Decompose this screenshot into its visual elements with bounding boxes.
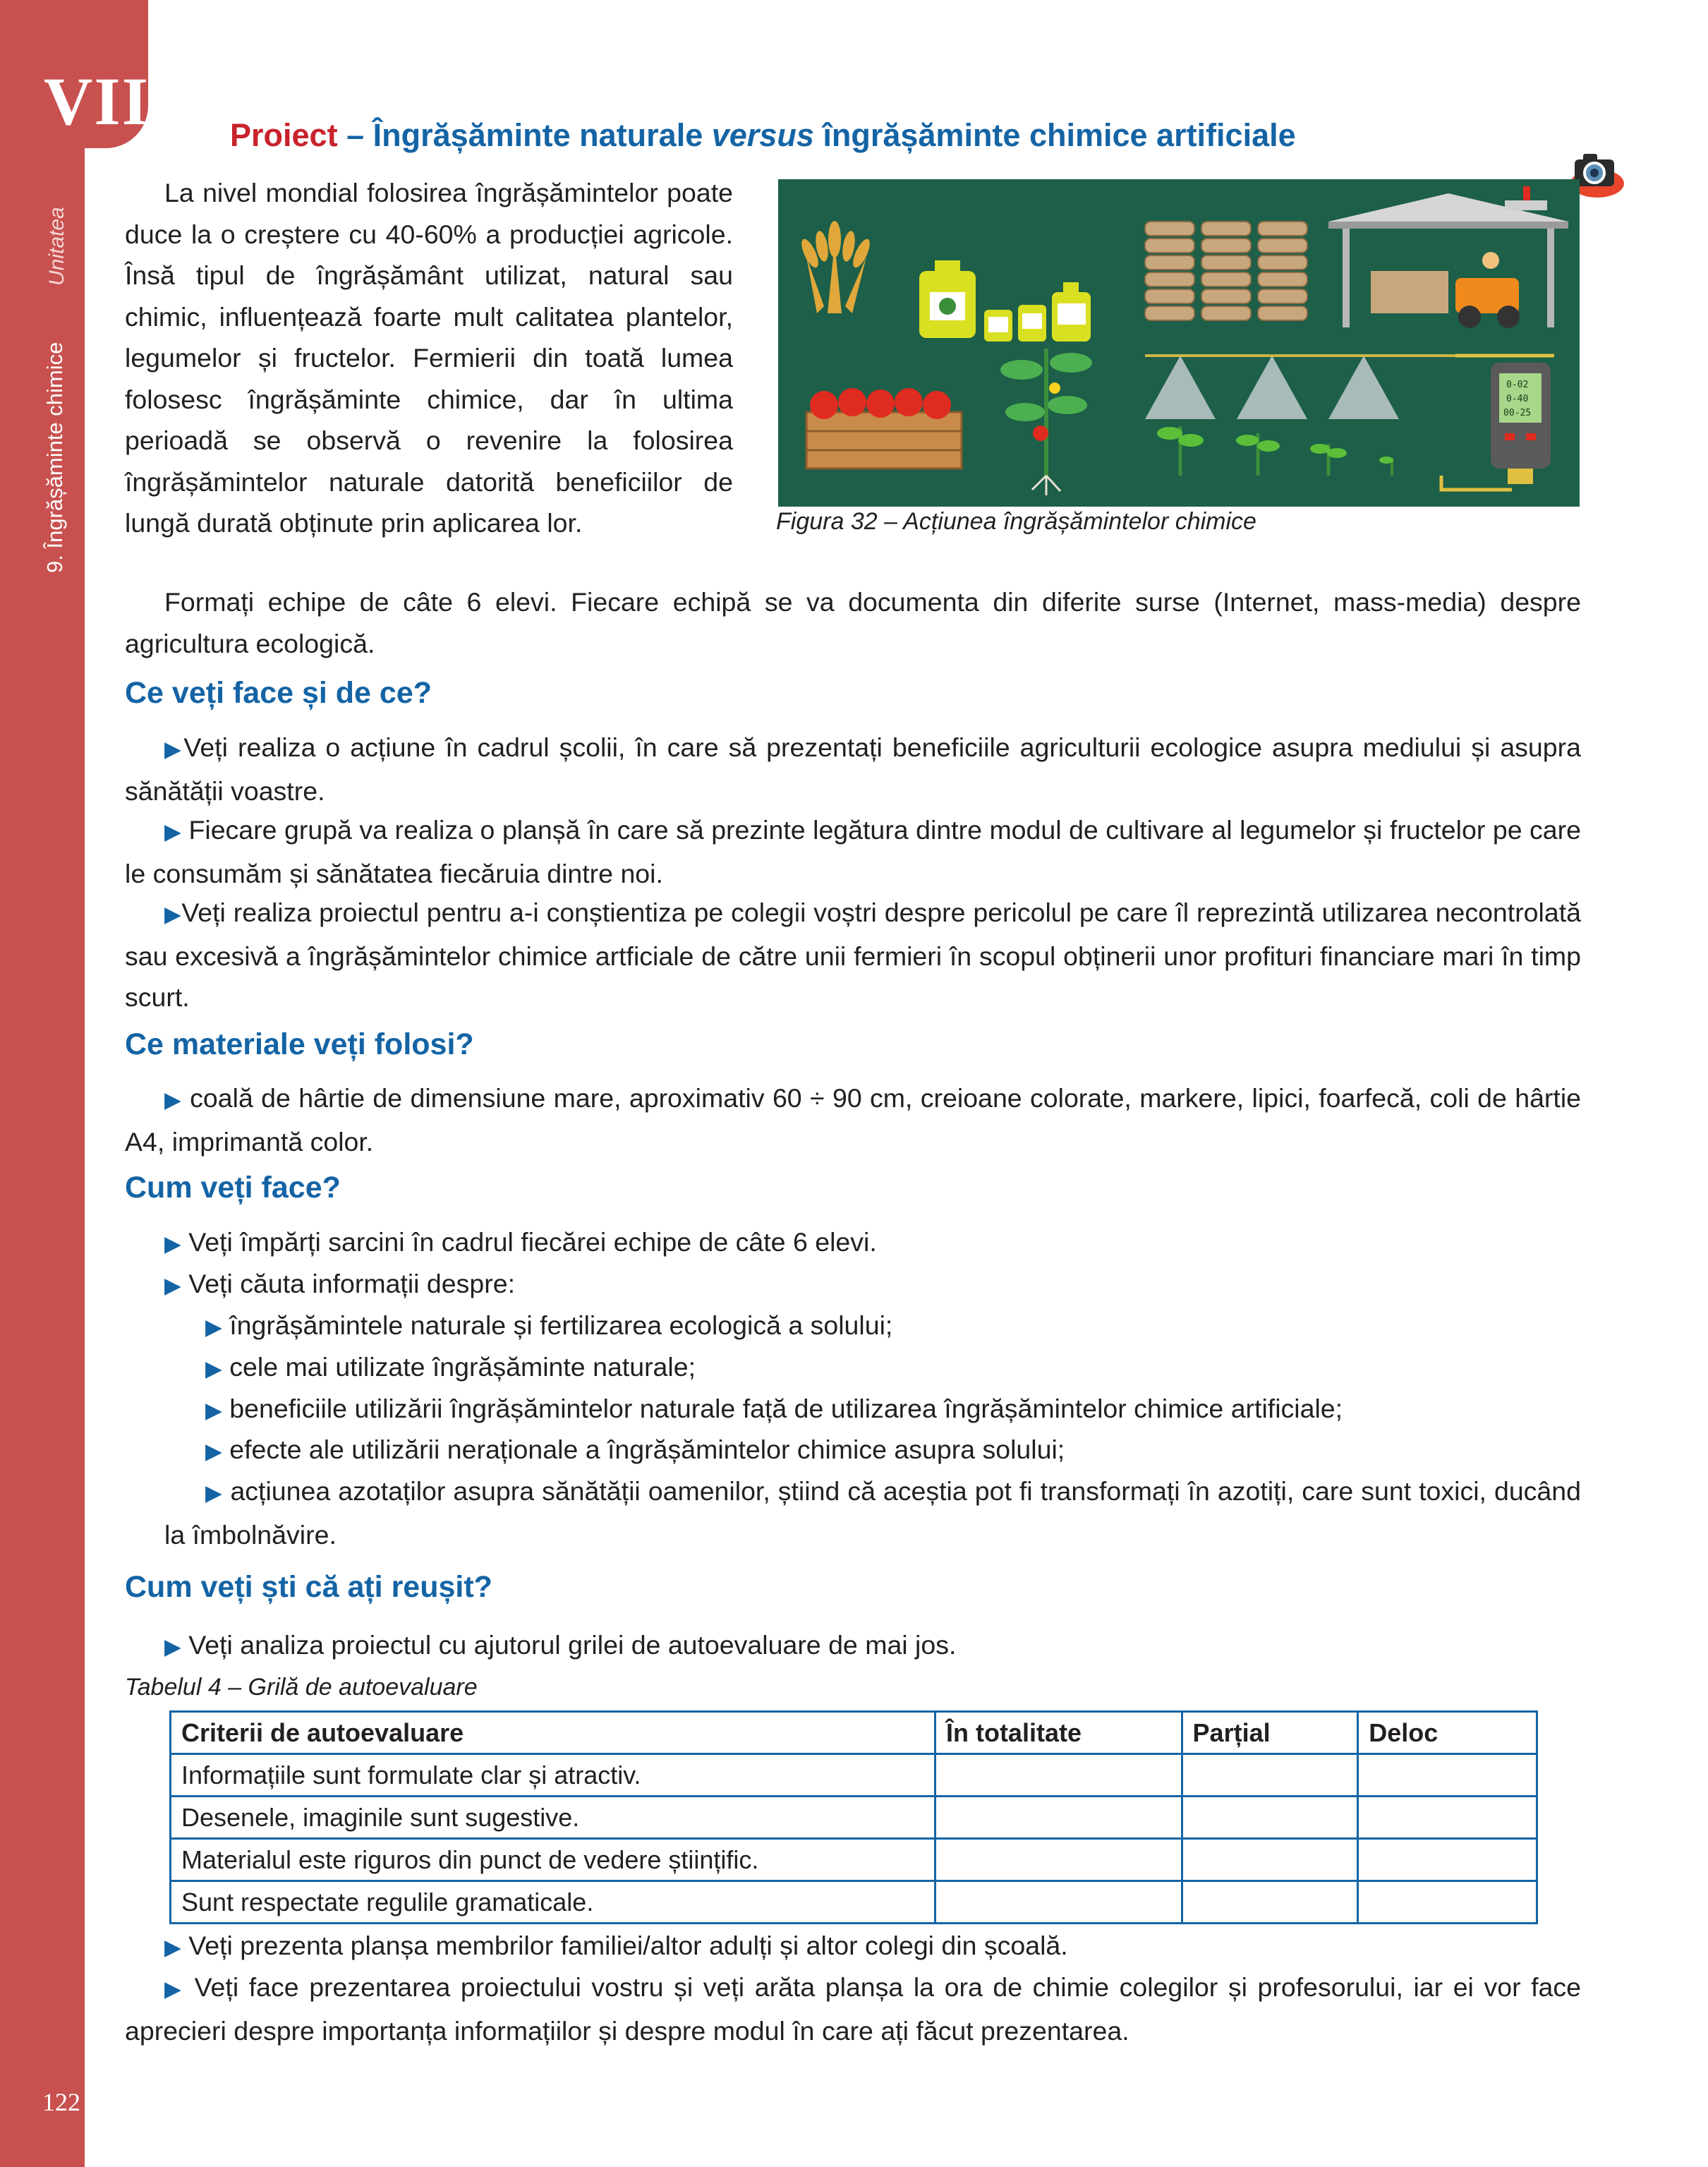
water-timer-icon xyxy=(1491,186,1551,484)
chapter-label: 9. Îngrășăminte chimice xyxy=(42,342,67,573)
table-header: În totalitate xyxy=(935,1712,1182,1754)
self-evaluation-table xyxy=(169,1710,1538,1924)
bullet-item: ▶ Veți împărți sarcini în cadrul fiecărei echipe de câte 6 elevi. xyxy=(164,1227,877,1257)
bullet-arrow-icon: ▶ xyxy=(205,1439,222,1463)
timer-readout-1: 0-02 xyxy=(1506,380,1529,390)
empty-cell[interactable] xyxy=(935,1754,1182,1797)
empty-cell[interactable] xyxy=(1358,1797,1537,1839)
bullet-item: ▶Veți realiza o acțiune în cadrul școlii, în care să prezentați beneficiile agriculturii ecologice asupra mediului și asupra sănătății voastre. xyxy=(125,732,1581,806)
seedlings-icon xyxy=(1157,426,1393,476)
table-row xyxy=(171,1754,1537,1797)
bullet-item: ▶ coală de hârtie de dimensiune mare, aproximativ 60 ÷ 90 cm, creioane colorate, markere, lipici, foarfecă, coli de hârtie A4, imprimantă color. xyxy=(125,1083,1582,1157)
wheat-icon xyxy=(798,221,873,313)
empty-cell[interactable] xyxy=(1182,1797,1358,1839)
figure-32 xyxy=(778,179,1580,507)
fertilizer-bottles-icon xyxy=(919,260,1091,342)
empty-cell[interactable] xyxy=(935,1839,1182,1881)
sub-bullet-item: ▶ acțiunea azotaților asupra sănătății oamenilor, știind că aceștia pot fi transformați în azotiți, care sunt toxici, ducând la îmbolnăvire. xyxy=(164,1476,1582,1550)
empty-cell[interactable] xyxy=(1358,1839,1537,1881)
criterion-cell: Materialul este riguros din punct de vedere științific. xyxy=(171,1839,935,1881)
bullet-arrow-icon: ▶ xyxy=(164,1976,185,2001)
bullet-item: ▶Veți realiza proiectul pentru a-i conștientiza pe colegii voștri despre pericolul pe care îl reprezintă utilizarea necontrolată sau excesivă a îngrășămintelor chimice artficiale de către unii fermieri în scopul obținerii unor profituri financiare mari în timp scurt. xyxy=(125,898,1582,1012)
empty-cell[interactable] xyxy=(1358,1881,1537,1924)
section-heading-what-why: Ce veți face și de ce? xyxy=(125,676,432,710)
bullet-item: ▶ Fiecare grupă va realiza o planșă în care să prezinte legătura dintre modul de cultivare al legumelor și fructelor pe care le consumăm și sănătatea fiecăruia dintre noi. xyxy=(125,815,1582,888)
bullet-arrow-icon: ▶ xyxy=(205,1398,222,1423)
bullet-arrow-icon: ▶ xyxy=(205,1356,222,1381)
fertilizer-illustration xyxy=(778,179,1580,507)
sub-bullet-item: ▶ beneficiile utilizării îngrășămintelor naturale față de utilizarea îngrășămintelor chimice artificiale; xyxy=(205,1394,1343,1423)
page-title xyxy=(230,117,1296,154)
bullet-item: ▶ Veți analiza proiectul cu ajutorul grilei de autoevaluare de mai jos. xyxy=(164,1630,957,1660)
timer-readout-2: 0-40 xyxy=(1506,394,1529,404)
criterion-cell: Desenele, imaginile sunt sugestive. xyxy=(171,1797,935,1839)
criterion-cell: Sunt respectate regulile gramaticale. xyxy=(171,1881,935,1924)
title-part2: îngrășăminte chimice artificiale xyxy=(813,117,1296,153)
unit-word: Unitatea xyxy=(45,207,68,286)
unit-sidebar xyxy=(0,0,85,2167)
empty-cell[interactable] xyxy=(1182,1881,1358,1924)
figure-caption: Figura 32 – Acțiunea îngrășămintelor chimice xyxy=(776,508,1256,535)
sub-bullet-item: ▶ cele mai utilizate îngrășăminte naturale; xyxy=(205,1352,696,1382)
bullet-arrow-icon: ▶ xyxy=(164,819,181,844)
sprinkler-icon xyxy=(1145,356,1455,419)
title-part1: – Îngrășăminte naturale xyxy=(337,117,712,153)
bullet-arrow-icon: ▶ xyxy=(164,1087,182,1112)
empty-cell[interactable] xyxy=(1182,1754,1358,1797)
page-number: 122 xyxy=(42,2088,80,2116)
empty-cell[interactable] xyxy=(1358,1754,1537,1797)
sub-bullet-item: ▶ îngrășămintele naturale și fertilizarea ecologică a solului; xyxy=(205,1310,893,1340)
table-row xyxy=(171,1839,1537,1881)
unit-number: VII xyxy=(44,64,150,139)
bullet-arrow-icon: ▶ xyxy=(205,1480,223,1505)
bullet-arrow-icon: ▶ xyxy=(164,1273,181,1298)
tomato-crate-icon xyxy=(806,388,962,469)
table-row xyxy=(171,1797,1537,1839)
bullet-item: ▶ Veți prezenta planșa membrilor familiei/altor adulți și altor colegi din școală. xyxy=(164,1931,1068,1960)
title-italic: versus xyxy=(711,117,814,153)
empty-cell[interactable] xyxy=(935,1797,1182,1839)
bullet-arrow-icon: ▶ xyxy=(164,1634,181,1659)
empty-cell[interactable] xyxy=(1182,1839,1358,1881)
table-header-row xyxy=(171,1712,1537,1754)
bullet-arrow-icon: ▶ xyxy=(164,737,184,761)
empty-cell[interactable] xyxy=(935,1881,1182,1924)
fertilizer-sacks-icon xyxy=(1145,222,1307,320)
timer-readout-3: 00-25 xyxy=(1503,408,1532,418)
table-caption: Tabelul 4 – Grilă de autoevaluare xyxy=(125,1674,478,1701)
sub-bullet-item: ▶ efecte ale utilizării neraționale a îngrășămintelor chimice asupra solului; xyxy=(205,1435,1065,1464)
team-paragraph: Formați echipe de câte 6 elevi. Fiecare echipă se va documenta din diferite surse (Internet, mass-media) despre agricultura ecologică. xyxy=(125,587,1581,658)
title-prefix: Proiect xyxy=(230,117,338,153)
tomato-plant-icon xyxy=(1000,349,1092,495)
bullet-item: ▶ Veți căuta informații despre: xyxy=(164,1269,516,1298)
section-heading-materials: Ce materiale veți folosi? xyxy=(125,1027,474,1061)
section-heading-how: Cum veți face? xyxy=(125,1171,341,1205)
bullet-arrow-icon: ▶ xyxy=(164,1231,181,1256)
bullet-item: ▶ Veți face prezentarea proiectului vostru și veți arăta planșa la ora de chimie colegilor și profesorului, iar ei vor face aprecieri despre importanța informațiilor și despre modul în care ați făcut prezentarea. xyxy=(125,1972,1582,2046)
bullet-arrow-icon: ▶ xyxy=(205,1315,222,1339)
table-header: Deloc xyxy=(1358,1712,1537,1754)
shed-icon xyxy=(1328,193,1568,328)
intro-paragraph: La nivel mondial folosirea îngrășămintelor poate duce la o creștere cu 40-60% a producției agricole. Însă tipul de îngrășământ utilizat, natural sau chimic, influențează foarte mult calitatea plantelor, legumelor și fructelor. Fermierii din toată lumea folosesc îngrășăminte chimice, dar în ultima perioadă se observă o revenire la folosirea îngrășămintelor naturale datorită beneficiilor de lungă durată obținute prin aplicarea lor. xyxy=(125,178,733,538)
table-header: Parțial xyxy=(1182,1712,1358,1754)
bullet-arrow-icon: ▶ xyxy=(164,1935,181,1960)
criterion-cell: Informațiile sunt formulate clar și atractiv. xyxy=(171,1754,935,1797)
bullet-arrow-icon: ▶ xyxy=(164,902,182,926)
table-header: Criterii de autoevaluare xyxy=(171,1712,935,1754)
section-heading-success: Cum veți ști că ați reușit? xyxy=(125,1570,492,1604)
table-row xyxy=(171,1881,1537,1924)
